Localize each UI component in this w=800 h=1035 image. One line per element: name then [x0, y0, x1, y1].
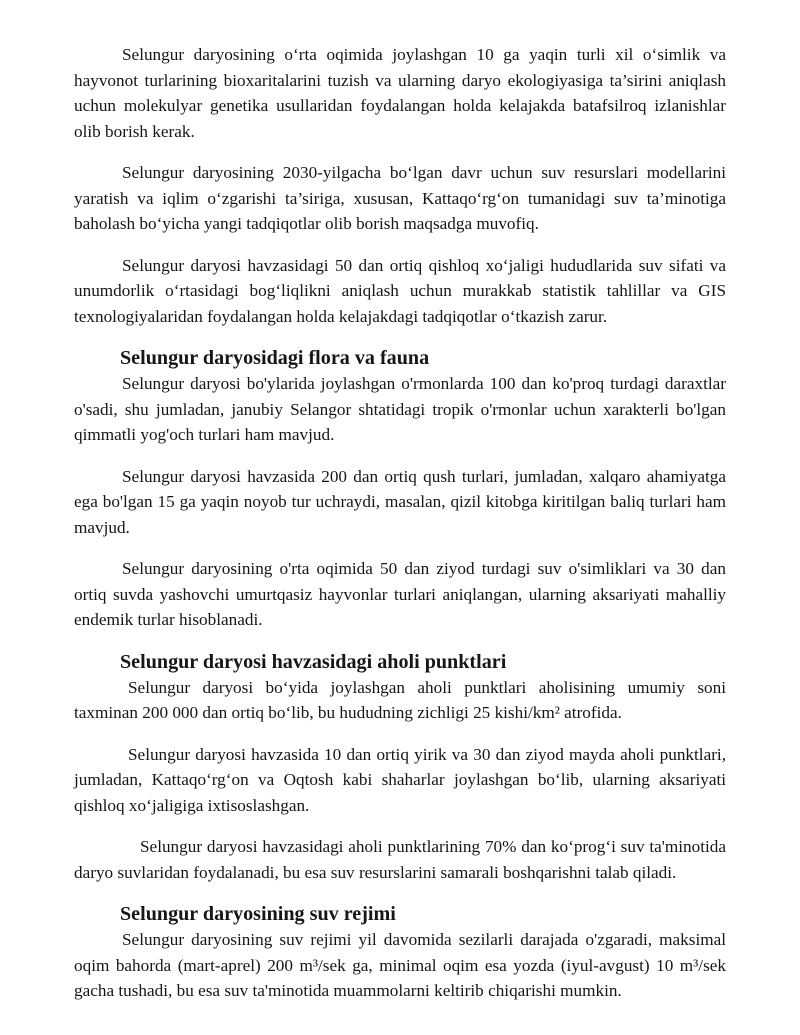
section-heading-settlements: Selungur daryosi havzasidagi aholi punktlari [120, 650, 507, 673]
paragraph: Selungur daryosi havzasidagi aholi punktlarining 70% dan ko‘prog‘i suv ta'minotida daryo suvlaridan foydalanadi, bu esa suv resurslarini samarali boshqarishni talab qiladi. [74, 837, 726, 882]
paragraph: Selungur daryosining 2030-yilgacha bo‘lgan davr uchun suv resurslari modellarini yaratish va iqlim o‘zgarishi ta’siriga, xususan, Kattaqo‘rg‘on tumanidagi suv ta’minotiga baholash bo‘yicha yangi tadqiqotlar olib borish maqsadga muvofiq. [74, 163, 726, 233]
document-page [74, 42, 726, 1004]
paragraph: Selungur daryosining o‘rta oqimida joylashgan 10 ga yaqin turli xil o‘simlik va hayvonot turlarining bioxaritalarini tuzish va ularning daryo ekologiyasiga ta’sirini aniqlash uchun molekulyar genetika usullaridan foydalangan holda kelajakda batafsilroq izlanishlar olib borish kerak. [74, 45, 726, 141]
paragraph: Selungur daryosi havzasidagi 50 dan ortiq qishloq xo‘jaligi hududlarida suv sifati va unumdorlik o‘rtasidagi bog‘liqlikni aniqlash uchun murakkab statistik tahlillar va GIS texnologiyalaridan foydalangan holda kelajakdagi tadqiqotlar o‘tkazish zarur. [74, 255, 726, 326]
paragraph: Selungur daryosi havzasida 200 dan ortiq qush turlari, jumladan, xalqaro ahamiyatga ega bo'lgan 15 ga yaqin noyob tur uchraydi, masalan, qizil kitobga kiritilgan baliq turlari ham mavjud. [74, 466, 726, 537]
paragraph: Selungur daryosining o'rta oqimida 50 dan ziyod turdagi suv o'simliklari va 30 dan ortiq suvda yashovchi umurtqasiz hayvonlar turlari aniqlangan, ularning aksariyati mahalliy endemik turlar hisoblanadi. [74, 559, 726, 629]
section-heading-flora: Selungur daryosidagi flora va fauna [120, 347, 430, 369]
paragraph: Selungur daryosining suv rejimi yil davomida sezilarli darajada o'zgaradi, maksimal oqim bahorda (mart-aprel) 200 m³/sek ga, minimal oqim esa yozda (iyul-avgust) 10 m³/sek gacha tushadi, bu esa suv ta'minotida muammolarni keltirib chiqarishi mumkin. [74, 930, 726, 1000]
paragraph: Selungur daryosi havzasida 10 dan ortiq yirik va 30 dan ziyod mayda aholi punktlari, jumladan, Kattaqo‘rg‘on va Oqtosh kabi shaharlar joylashgan bo‘lib, ularning aksariyati qishloq xo‘jaligiga ixtisoslashgan. [74, 744, 726, 815]
section-heading-water-regime: Selungur daryosining suv rejimi [120, 903, 396, 925]
paragraph: Selungur daryosi bo'ylarida joylashgan o'rmonlarda 100 dan ko'proq turdagi daraxtlar o'sadi, shu jumladan, janubiy Selangor shtatidagi tropik o'rmonlar uchun xarakterli bo'lgan qimmatli yog'och turlari ham mavjud. [74, 374, 726, 444]
paragraph: Selungur daryosi bo‘yida joylashgan aholi punktlari aholisining umumiy soni taxminan 200 000 dan ortiq bo‘lib, bu hududning zichligi 25 kishi/km² atrofida. [74, 677, 726, 722]
